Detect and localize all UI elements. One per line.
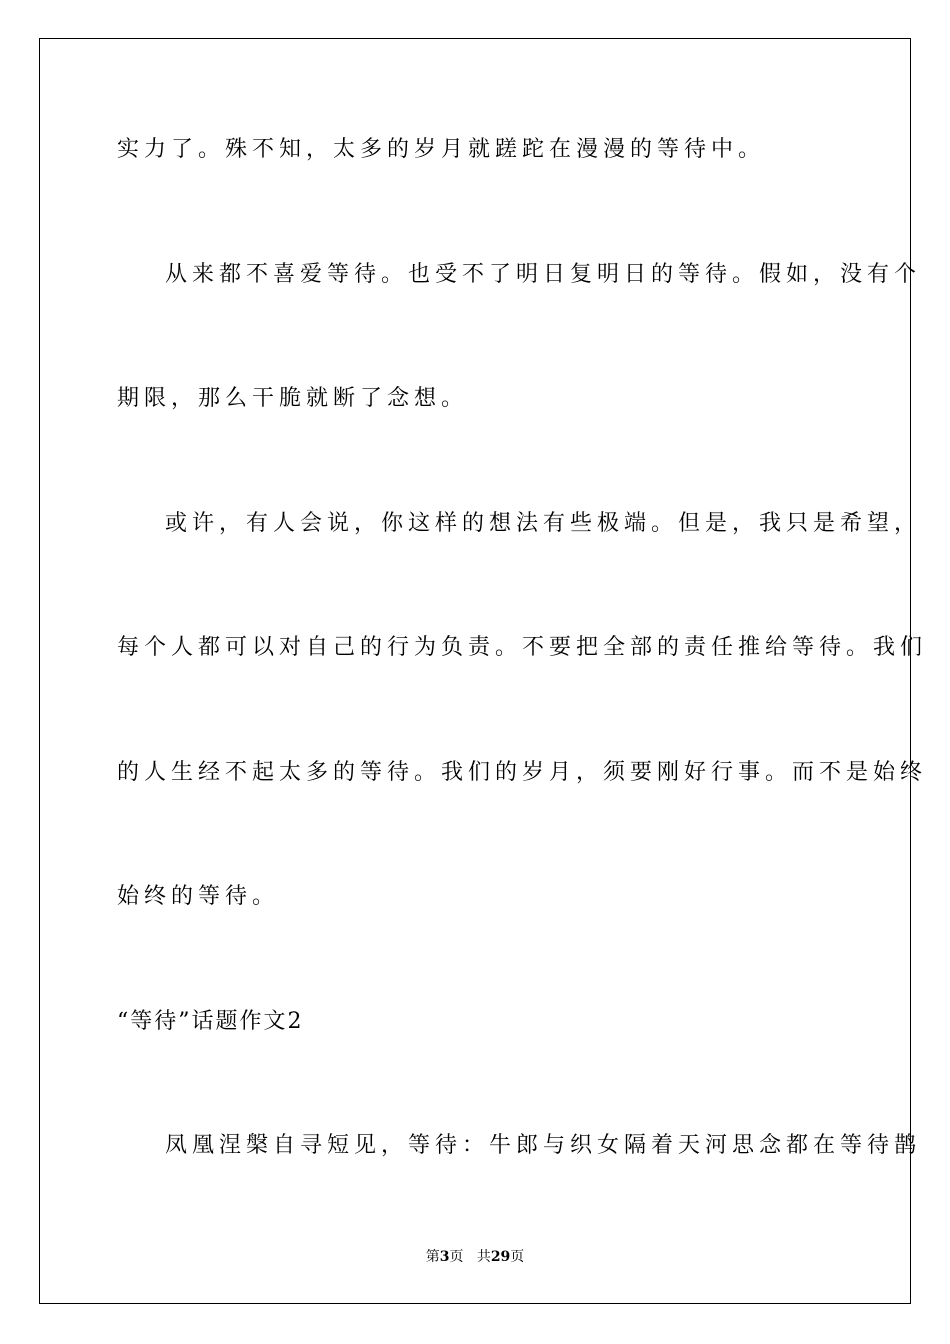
body-line: 期限，那么干脆就断了念想。 — [117, 386, 469, 411]
body-line: 实力了。殊不知，太多的岁月就蹉跎在漫漫的等待中。 — [117, 137, 766, 162]
page-suffix: 页 — [449, 1249, 464, 1265]
body-line: 的人生经不起太多的等待。我们的岁月，须要刚好行事。而不是始终 — [117, 760, 928, 785]
body-line: 从来都不喜爱等待。也受不了明日复明日的等待。假如，没有个 — [165, 262, 922, 287]
total-suffix: 页 — [510, 1249, 525, 1265]
body-line: 始终的等待。 — [117, 884, 280, 909]
body-line: 每个人都可以对自己的行为负责。不要把全部的责任推给等待。我们 — [117, 635, 928, 660]
total-pages: 29 — [490, 1249, 511, 1265]
page-number: 3 — [439, 1249, 450, 1265]
body-line: 或许，有人会说，你这样的想法有些极端。但是，我只是希望， — [165, 511, 922, 536]
page-footer — [0, 1248, 950, 1266]
section-heading: “等待”话题作文2 — [117, 1009, 304, 1034]
page-prefix: 第 — [425, 1249, 440, 1265]
page-border — [39, 38, 911, 1304]
total-prefix: 共 — [476, 1249, 491, 1265]
body-line: 凤凰涅槃自寻短见，等待：牛郎与织女隔着天河思念都在等待鹊 — [165, 1133, 922, 1158]
